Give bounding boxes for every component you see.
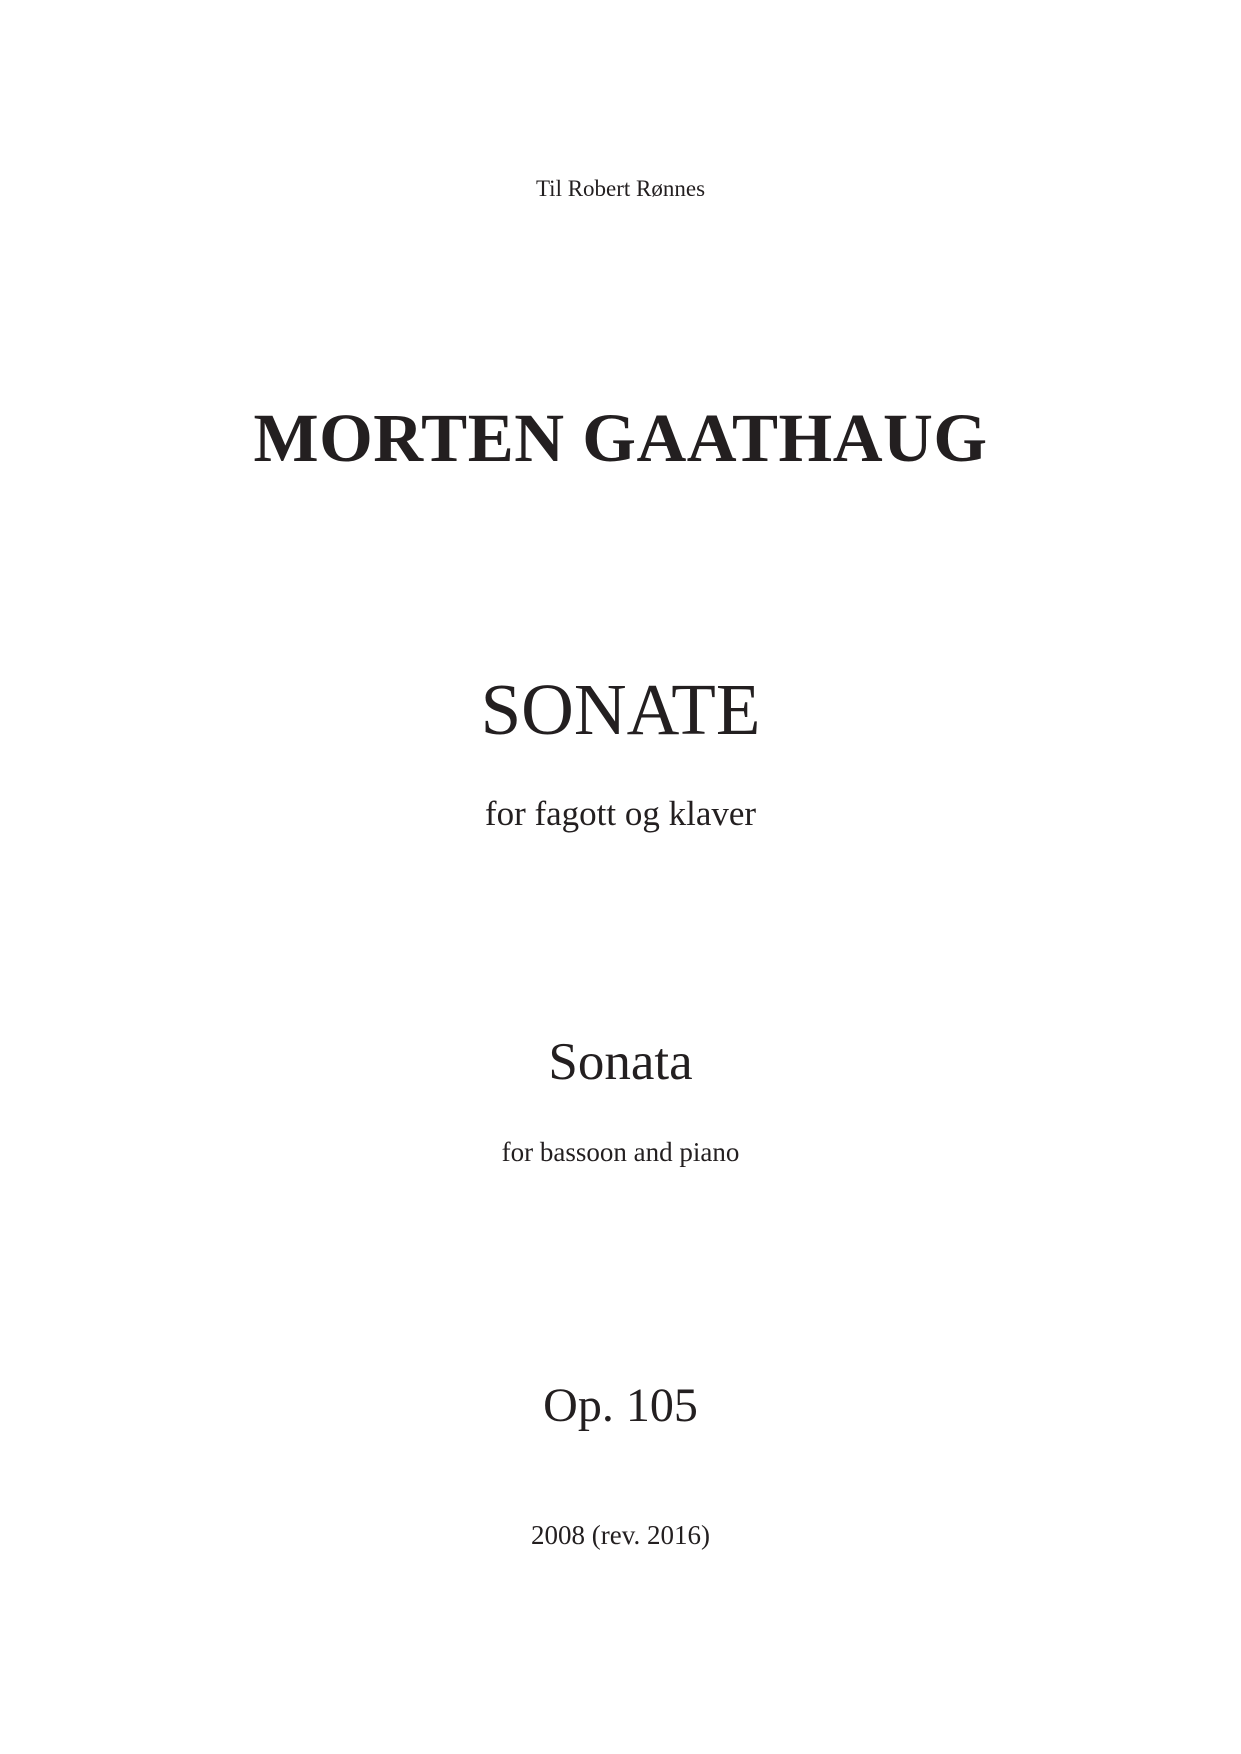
instrumentation-english: for bassoon and piano <box>501 1137 740 1167</box>
title-norwegian: SONATE <box>480 669 761 750</box>
dedication: Til Robert Rønnes <box>535 176 706 201</box>
instrumentation-norwegian: for fagott og klaver <box>484 794 757 833</box>
composer-name: MORTEN GAATHAUG <box>253 400 988 476</box>
composition-year: 2008 (rev. 2016) <box>531 1520 710 1550</box>
title-english: Sonata <box>548 1033 693 1091</box>
opus-number: Op. 105 <box>543 1379 698 1432</box>
